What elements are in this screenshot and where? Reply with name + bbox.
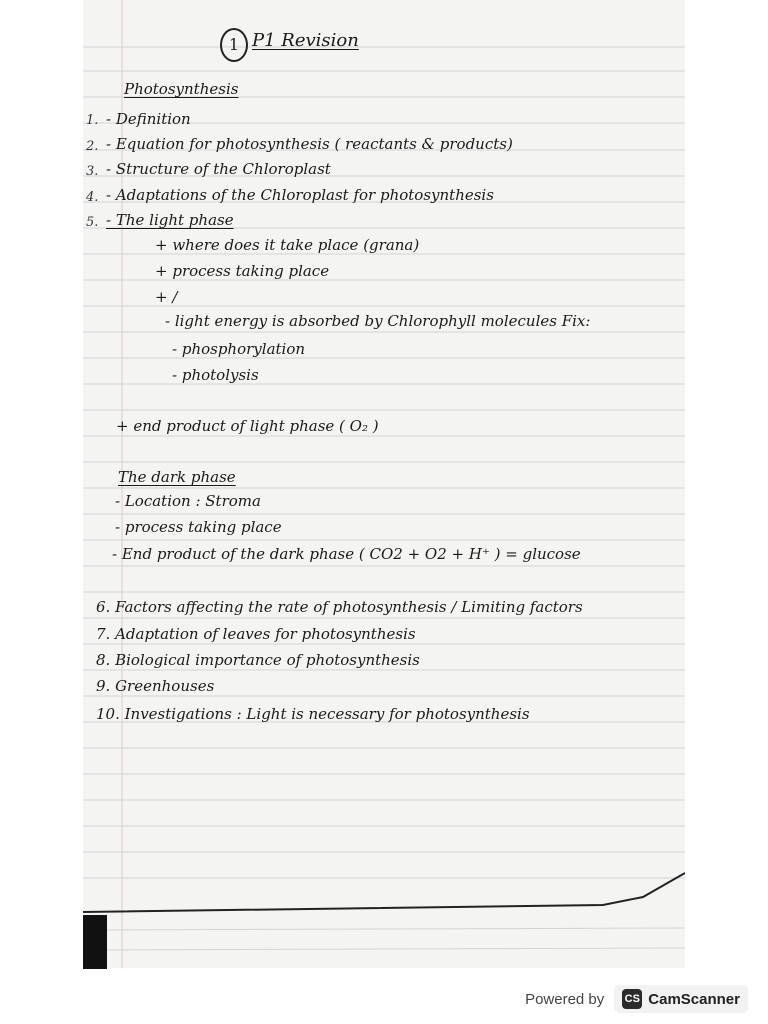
list-item: - Structure of the Chloroplast bbox=[106, 160, 331, 178]
list-item: 10. Investigations : Light is necessary for photosynthesis bbox=[96, 705, 530, 723]
list-item: - Adaptations of the Chloroplast for photosynthesis bbox=[106, 186, 494, 204]
list-item: 9. Greenhouses bbox=[96, 677, 215, 695]
scanner-watermark bbox=[525, 985, 748, 1013]
list-item-number: 5. bbox=[86, 215, 99, 230]
end-product-light-phase: + end product of light phase ( O₂ ) bbox=[116, 417, 379, 435]
camscanner-brand: CamScanner bbox=[648, 990, 740, 1008]
title-number-circle: 1 bbox=[220, 28, 248, 62]
note-line: + / bbox=[155, 288, 178, 306]
list-item: - Equation for photosynthesis ( reactants & products) bbox=[106, 135, 513, 153]
note-line: - Location : Stroma bbox=[115, 492, 261, 510]
scan-edge-shadow bbox=[83, 915, 107, 969]
camscanner-badge bbox=[614, 985, 748, 1013]
dark-phase-heading: The dark phase bbox=[118, 468, 236, 486]
list-item: 6. Factors affecting the rate of photosynthesis / Limiting factors bbox=[96, 598, 583, 616]
list-item: - Definition bbox=[106, 110, 191, 128]
note-line: + process taking place bbox=[155, 262, 330, 280]
note-line: - End product of the dark phase ( CO2 + O2 + H⁺ ) = glucose bbox=[112, 545, 581, 563]
list-item-number: 1. bbox=[86, 113, 99, 128]
note-line: - light energy is absorbed by Chlorophyll molecules Fix: bbox=[165, 312, 591, 330]
powered-by-label: Powered by bbox=[525, 990, 605, 1008]
note-line: + where does it take place (grana) bbox=[155, 236, 420, 254]
note-line: - phosphorylation bbox=[172, 340, 306, 358]
section-heading: Photosynthesis bbox=[124, 80, 239, 98]
list-item-number: 4. bbox=[86, 190, 99, 205]
list-item: 7. Adaptation of leaves for photosynthesis bbox=[96, 625, 416, 643]
camscanner-logo-icon: CS bbox=[622, 989, 642, 1009]
list-item: - The light phase bbox=[106, 211, 234, 229]
list-item: 8. Biological importance of photosynthesis bbox=[96, 651, 420, 669]
page-title: P1 Revision bbox=[252, 30, 359, 51]
list-item-number: 2. bbox=[86, 139, 99, 154]
note-line: - process taking place bbox=[115, 518, 282, 536]
list-item-number: 3. bbox=[86, 164, 99, 179]
note-line: - photolysis bbox=[172, 366, 259, 384]
